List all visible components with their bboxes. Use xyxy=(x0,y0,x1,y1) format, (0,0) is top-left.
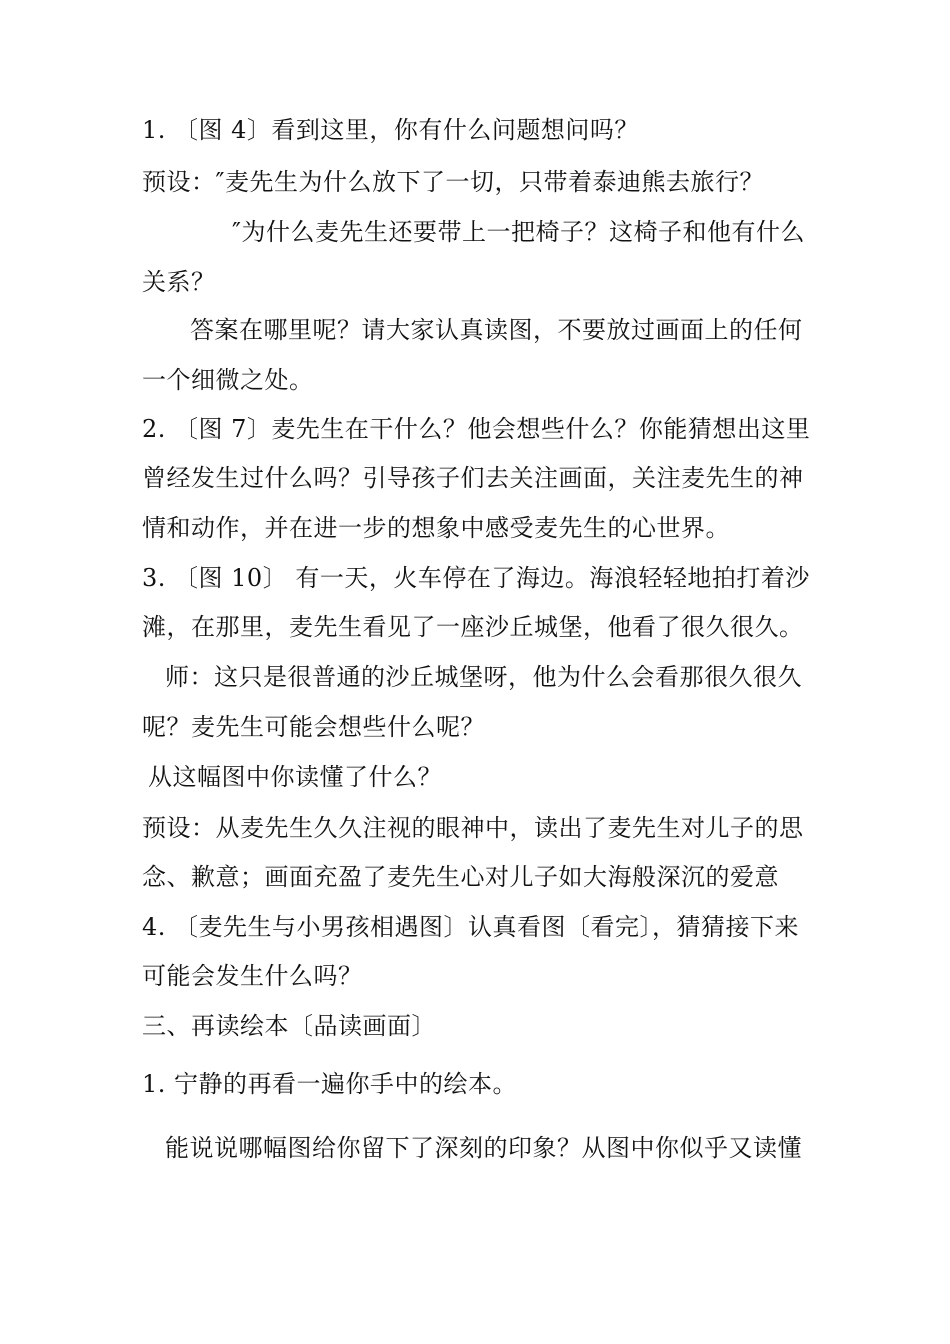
text-line: 从这幅图中你读懂了什么？ xyxy=(148,763,442,791)
text-line: 滩，在那里，麦先生看见了一座沙丘城堡，他看了很久很久。 xyxy=(142,613,804,641)
text-line: 念、歉意；画面充盈了麦先生心对儿子如大海般深沉的爱意 xyxy=(142,863,779,891)
section-heading: 三、再读绘本〔品读画面〕 xyxy=(142,1012,436,1040)
text-line: ″为什么麦先生还要带上一把椅子？这椅子和他有什么 xyxy=(232,218,805,246)
text-line: 呢？麦先生可能会想些什么呢？ xyxy=(142,713,485,741)
text-line: 1. 宁静的再看一遍你手中的绘本。 xyxy=(142,1070,518,1098)
text-line: 1. 〔图 4〕看到这里，你有什么问题想问吗？ xyxy=(142,116,639,144)
text-line: 曾经发生过什么吗？引导孩子们去关注画面，关注麦先生的神 xyxy=(142,464,804,492)
text-line: 预设：″麦先生为什么放下了一切，只带着泰迪熊去旅行？ xyxy=(142,168,764,196)
text-line: 一个细微之处。 xyxy=(142,366,314,394)
text-line: 能说说哪幅图给你留下了深刻的印象？从图中你似乎又读懂 xyxy=(165,1134,802,1162)
text-line: 3. 〔图 10〕 有一天，火车停在了海边。海浪轻轻地拍打着沙 xyxy=(142,564,810,592)
text-line: 4. 〔麦先生与小男孩相遇图〕认真看图〔看完〕，猜猜接下来 xyxy=(142,913,800,941)
text-line: 2. 〔图 7〕麦先生在干什么？他会想些什么？你能猜想出这里 xyxy=(142,415,811,443)
text-line: 关系？ xyxy=(142,268,216,296)
text-line: 师：这只是很普通的沙丘城堡呀，他为什么会看那很久很久 xyxy=(165,663,802,691)
text-line: 答案在哪里呢？请大家认真读图，不要放过画面上的任何 xyxy=(190,316,803,344)
text-line: 预设：从麦先生久久注视的眼神中，读出了麦先生对儿子的思 xyxy=(142,814,804,842)
text-line: 情和动作，并在进一步的想象中感受麦先生的心世界。 xyxy=(142,514,730,542)
text-line: 可能会发生什么吗？ xyxy=(142,962,363,990)
